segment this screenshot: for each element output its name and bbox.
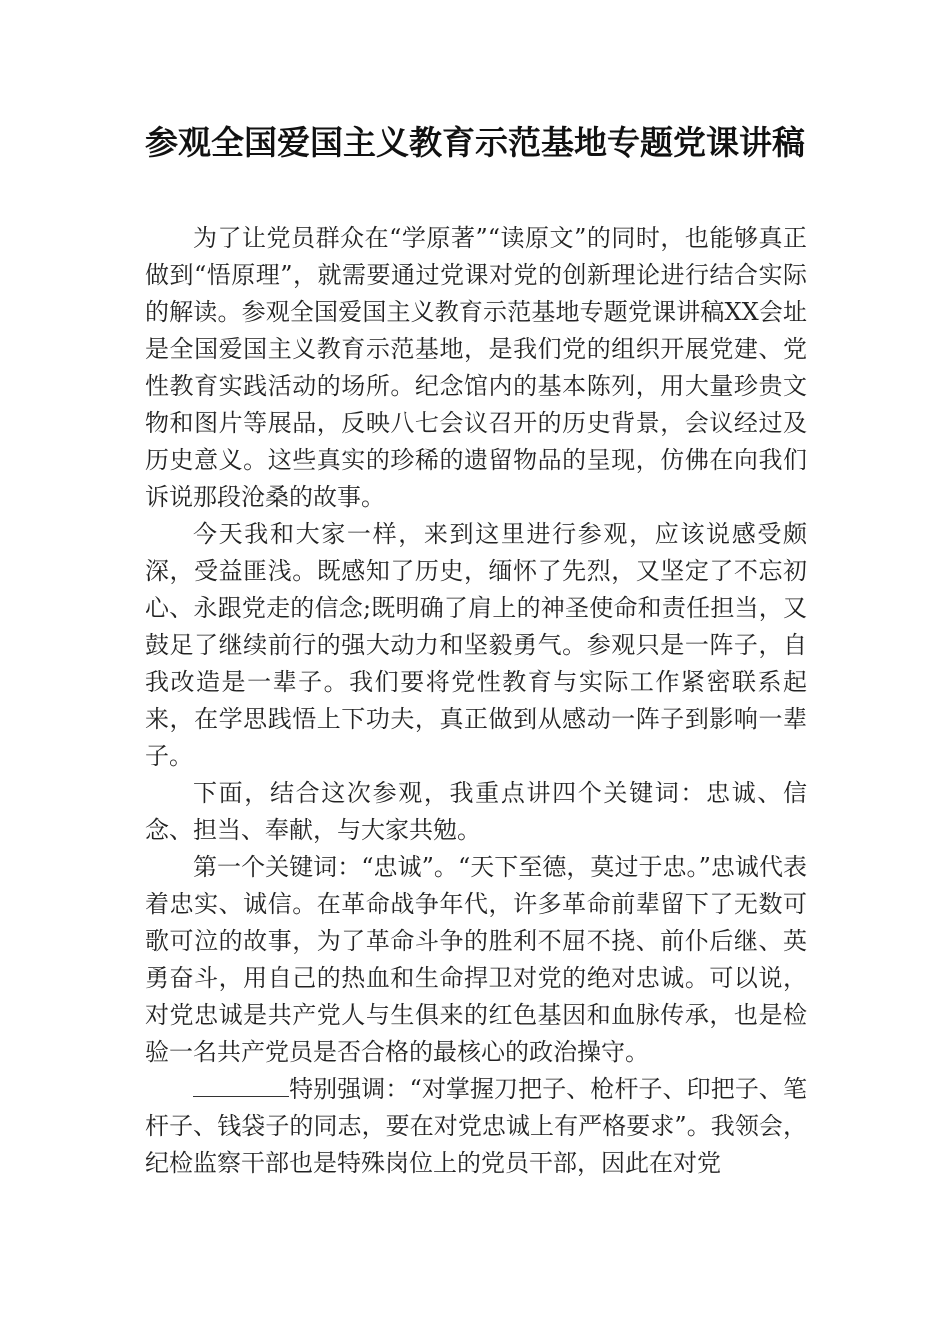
- paragraph-5: [145, 1071, 807, 1182]
- paragraph-4: 第一个关键词：“忠诚”。“天下至德，莫过于忠。”忠诚代表着忠实、诚信。在革命战争年代，许多革命前辈留下了无数可歌可泣的故事，为了革命斗争的胜利不屈不挠、前仆后继、英勇奋斗，用自己的热血和生命捍卫对党的绝对忠诚。可以说，对党忠诚是共产党人与生俱来的红色基因和血脉传承，也是检验一名共产党员是否合格的最核心的政治操守。: [145, 853, 807, 1066]
- paragraph-1: 为了让党员群众在“学原著”“读原文”的同时，也能够真正做到“悟原理”，就需要通过党课对党的创新理论进行结合实际的解读。参观全国爱国主义教育示范基地专题党课讲稿XX会址是全国爱国主义教育示范基地，是我们党的组织开展党建、党性教育实践活动的场所。纪念馆内的基本陈列，用大量珍贵文物和图片等展品，反映八七会议召开的历史背景，会议经过及历史意义。这些真实的珍稀的遗留物品的呈现，仿佛在向我们诉说那段沧桑的故事。: [145, 224, 807, 511]
- document-body: [145, 220, 807, 1182]
- blank-underline: [193, 1076, 289, 1097]
- document-title: 参观全国爱国主义教育示范基地专题党课讲稿: [145, 123, 805, 162]
- paragraph-5-text: 特别强调：“对掌握刀把子、枪杆子、印把子、笔杆子、钱袋子的同志，要在对党忠诚上有严格要求”。我领会，纪检监察干部也是特殊岗位上的党员干部，因此在对党: [145, 1075, 807, 1177]
- paragraph-3: 下面，结合这次参观，我重点讲四个关键词：忠诚、信念、担当、奉献，与大家共勉。: [145, 779, 807, 844]
- paragraph-2: 今天我和大家一样，来到这里进行参观，应该说感受颇深，受益匪浅。既感知了历史，缅怀了先烈，又坚定了不忘初心、永跟党走的信念;既明确了肩上的神圣使命和责任担当，又鼓足了继续前行的强大动力和坚毅勇气。参观只是一阵子，自我改造是一辈子。我们要将党性教育与实际工作紧密联系起来，在学思践悟上下功夫，真正做到从感动一阵子到影响一辈子。: [145, 520, 807, 770]
